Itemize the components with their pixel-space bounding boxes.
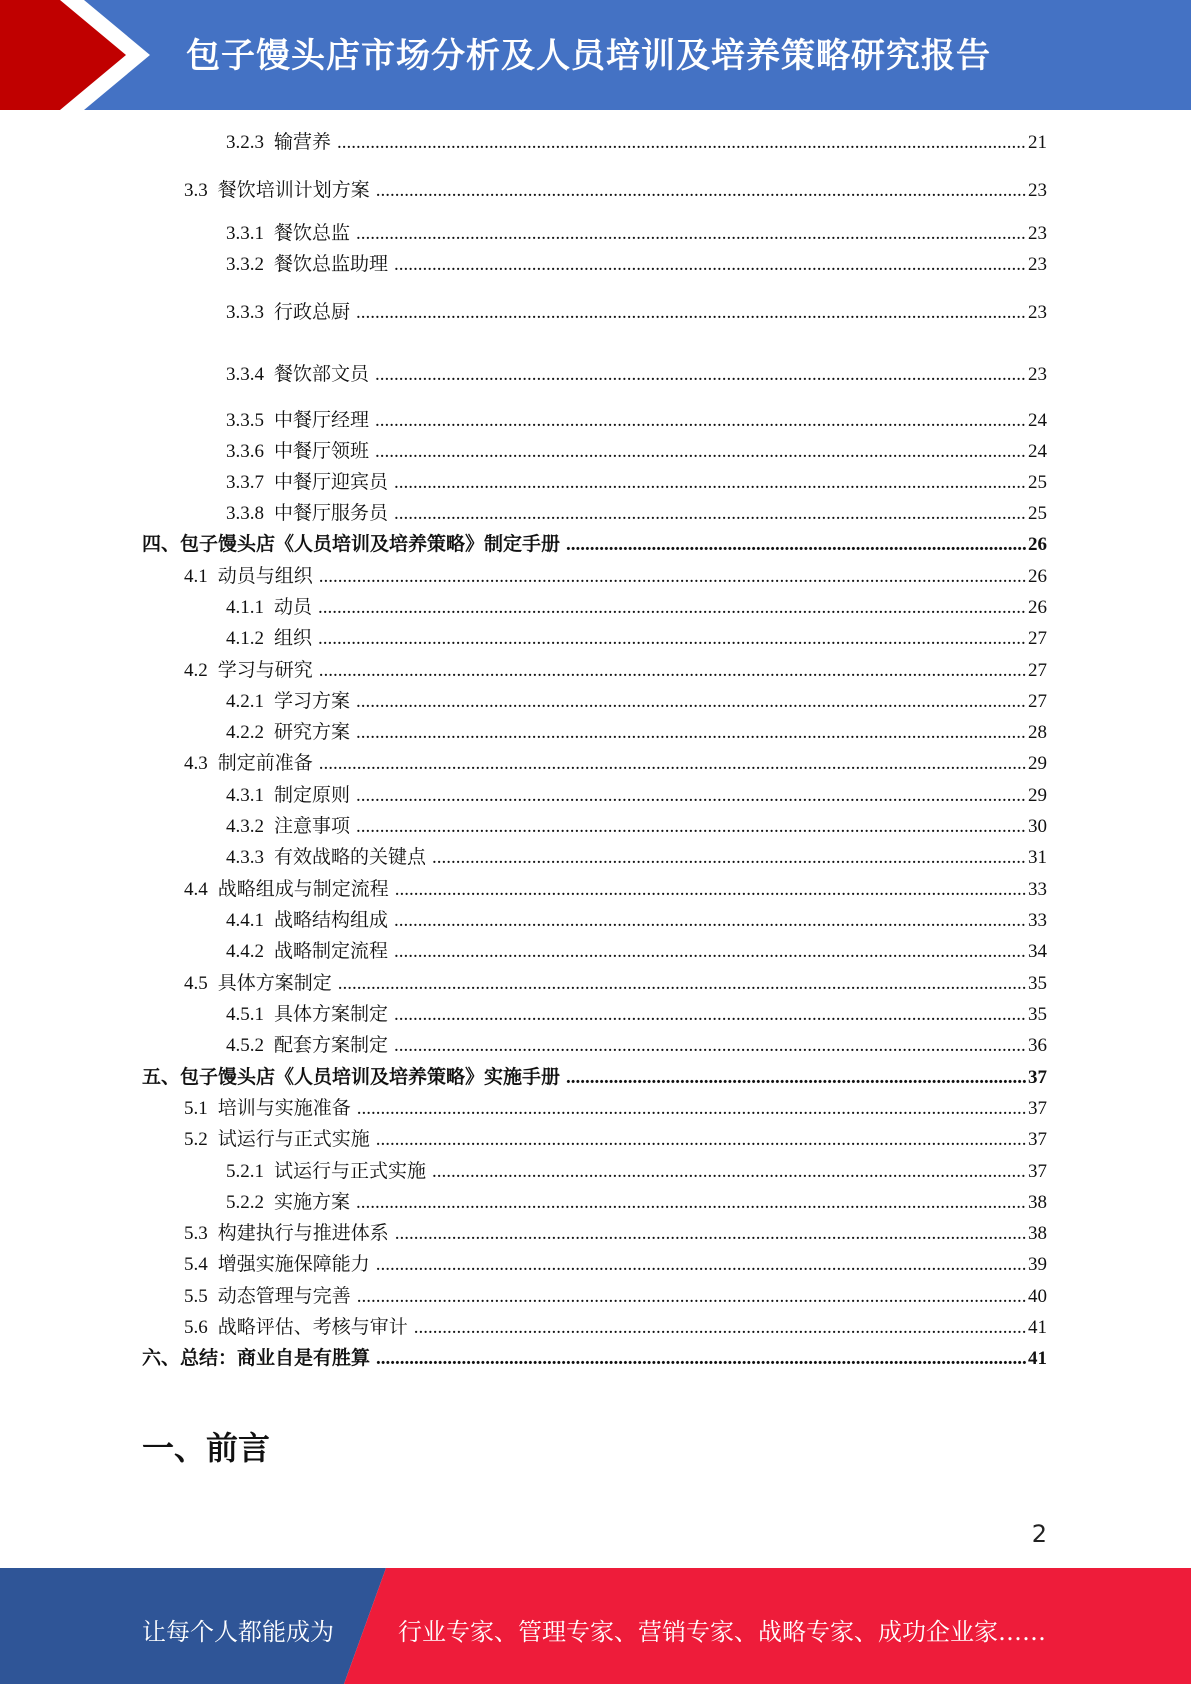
toc-entry-label: 中餐厅迎宾员 — [274, 472, 389, 493]
page-footer — [0, 1568, 1191, 1684]
toc-entry-label: 实施方案 — [274, 1192, 351, 1213]
toc-entry-label: 具体方案制定 — [217, 973, 332, 994]
toc-entry[interactable] — [184, 1097, 1047, 1121]
toc-entry-number: 4.3.3 — [226, 847, 264, 868]
toc-dot-leader — [357, 1285, 1026, 1309]
section-heading: 一、前言 — [142, 1429, 271, 1467]
toc-dot-leader — [395, 1222, 1026, 1246]
toc-entry-label: 中餐厅领班 — [274, 441, 370, 462]
toc-dot-leader — [337, 131, 1026, 155]
toc-entry-page: 38 — [1028, 1223, 1047, 1244]
toc-entry[interactable] — [226, 1003, 1047, 1027]
toc-entry-number: 4.4 — [184, 879, 208, 900]
toc-entry-number: 4.2 — [184, 660, 208, 681]
toc-entry[interactable] — [226, 909, 1047, 933]
toc-entry[interactable] — [226, 253, 1047, 277]
toc-entry-label: 试运行与正式实施 — [274, 1161, 427, 1182]
toc-entry-number: 四、 — [142, 534, 181, 555]
toc-dot-leader — [356, 815, 1026, 839]
toc-dot-leader — [356, 690, 1026, 714]
toc-entry-label: 中餐厅经理 — [274, 410, 370, 431]
toc-dot-leader — [319, 565, 1026, 589]
toc-entry[interactable] — [184, 752, 1047, 776]
toc-entry-page: 27 — [1028, 660, 1047, 681]
toc-entry-page: 27 — [1028, 628, 1047, 649]
toc-entry-page: 34 — [1028, 941, 1047, 962]
toc-entry-page: 25 — [1028, 503, 1047, 524]
toc-entry-label: 培训与实施准备 — [217, 1098, 351, 1119]
toc-dot-leader — [376, 179, 1026, 203]
toc-entry-page: 23 — [1028, 364, 1047, 385]
toc-entry-page: 35 — [1028, 1004, 1047, 1025]
toc-entry-label: 学习方案 — [274, 691, 351, 712]
toc-entry-page: 28 — [1028, 722, 1047, 743]
toc-dot-leader — [394, 253, 1026, 277]
toc-entry[interactable] — [226, 301, 1047, 325]
toc-dot-leader — [375, 363, 1026, 387]
toc-entry[interactable] — [142, 533, 1047, 557]
toc-dot-leader — [356, 301, 1026, 325]
toc-entry-label: 组织 — [274, 628, 313, 649]
toc-entry-number: 3.3.5 — [226, 410, 264, 431]
toc-dot-leader — [376, 1253, 1026, 1277]
toc-entry[interactable] — [226, 222, 1047, 246]
toc-entry-label: 餐饮部文员 — [274, 364, 370, 385]
toc-dot-leader — [375, 440, 1026, 464]
toc-dot-leader — [395, 878, 1026, 902]
toc-dot-leader — [376, 1128, 1026, 1152]
toc-entry-page: 30 — [1028, 816, 1047, 837]
toc-entry-label: 战略制定流程 — [274, 941, 389, 962]
toc-entry-label: 增强实施保障能力 — [217, 1254, 370, 1275]
toc-dot-leader — [356, 784, 1026, 808]
toc-entry-number: 4.5.1 — [226, 1004, 264, 1025]
toc-entry-label: 有效战略的关键点 — [274, 847, 427, 868]
toc-entry-page: 36 — [1028, 1035, 1047, 1056]
toc-entry-number: 5.1 — [184, 1098, 208, 1119]
toc-entry[interactable] — [226, 1034, 1047, 1058]
toc-entry[interactable] — [226, 627, 1047, 651]
toc-entry-label: 制定原则 — [274, 785, 351, 806]
toc-dot-leader — [414, 1316, 1026, 1340]
toc-entry[interactable] — [226, 596, 1047, 620]
toc-entry-page: 26 — [1028, 566, 1047, 587]
toc-entry-label: 构建执行与推进体系 — [217, 1223, 389, 1244]
toc-dot-leader — [376, 1347, 1026, 1371]
toc-entry-number: 4.2.1 — [226, 691, 264, 712]
page-number: 2 — [1031, 1520, 1047, 1548]
toc-dot-leader — [356, 222, 1026, 246]
toc-entry-page: 27 — [1028, 691, 1047, 712]
toc-entry-page: 23 — [1028, 180, 1047, 201]
footer-slogan-left: 让每个人都能成为 — [142, 1618, 334, 1646]
toc-entry-label: 注意事项 — [274, 816, 351, 837]
toc-entry-page: 33 — [1028, 879, 1047, 900]
toc-entry-page: 37 — [1028, 1161, 1047, 1182]
toc-entry-page: 26 — [1028, 534, 1047, 555]
toc-entry-page: 37 — [1028, 1098, 1047, 1119]
toc-dot-leader — [357, 1097, 1026, 1121]
toc-entry-page: 33 — [1028, 910, 1047, 931]
toc-entry-label: 具体方案制定 — [274, 1004, 389, 1025]
toc-entry-label: 学习与研究 — [217, 660, 313, 681]
toc-entry[interactable] — [184, 1253, 1047, 1277]
toc-entry-number: 3.3.2 — [226, 254, 264, 275]
toc-entry-page: 23 — [1028, 223, 1047, 244]
toc-dot-leader — [319, 659, 1026, 683]
toc-entry-number: 4.1.2 — [226, 628, 264, 649]
toc-dot-leader — [356, 1191, 1026, 1215]
toc-entry-page: 23 — [1028, 254, 1047, 275]
toc-entry-page: 38 — [1028, 1192, 1047, 1213]
toc-entry-label: 配套方案制定 — [274, 1035, 389, 1056]
toc-entry[interactable] — [226, 940, 1047, 964]
toc-entry-page: 24 — [1028, 410, 1047, 431]
toc-entry-page: 24 — [1028, 441, 1047, 462]
toc-entry-label: 输营养 — [274, 132, 332, 153]
toc-entry-label: 动员与组织 — [217, 566, 313, 587]
toc-entry-number: 4.5 — [184, 973, 208, 994]
toc-entry[interactable] — [184, 1285, 1047, 1309]
toc-entry-label: 战略评估、考核与审计 — [217, 1317, 408, 1338]
toc-dot-leader — [375, 409, 1026, 433]
toc-dot-leader — [394, 940, 1026, 964]
toc-entry-number: 4.1.1 — [226, 597, 264, 618]
toc-dot-leader — [566, 1066, 1026, 1090]
footer-slogan-right: 行业专家、管理专家、营销专家、战略专家、成功企业家…… — [398, 1618, 1046, 1646]
toc-entry[interactable] — [184, 179, 1047, 203]
toc-entry[interactable] — [226, 784, 1047, 808]
toc-entry-number: 3.3 — [184, 180, 208, 201]
toc-dot-leader — [356, 721, 1026, 745]
toc-entry-page: 37 — [1028, 1067, 1047, 1088]
toc-entry-number: 3.3.4 — [226, 364, 264, 385]
toc-entry-page: 37 — [1028, 1129, 1047, 1150]
toc-entry-label: 动态管理与完善 — [217, 1286, 351, 1307]
toc-dot-leader — [432, 846, 1026, 870]
toc-dot-leader — [394, 909, 1026, 933]
toc-entry-number: 5.2 — [184, 1129, 208, 1150]
toc-entry-page: 41 — [1028, 1348, 1047, 1369]
toc-entry[interactable] — [142, 1347, 1047, 1371]
toc-entry[interactable] — [226, 815, 1047, 839]
toc-entry-number: 4.3.2 — [226, 816, 264, 837]
toc-entry[interactable] — [226, 690, 1047, 714]
toc-dot-leader — [394, 1003, 1026, 1027]
toc-entry-number: 3.2.3 — [226, 132, 264, 153]
toc-entry[interactable] — [226, 1160, 1047, 1184]
toc-entry[interactable] — [184, 565, 1047, 589]
toc-entry-number: 3.3.1 — [226, 223, 264, 244]
toc-entry-number: 3.3.7 — [226, 472, 264, 493]
toc-entry-page: 41 — [1028, 1317, 1047, 1338]
toc-entry[interactable] — [226, 846, 1047, 870]
toc-entry-label: 战略结构组成 — [274, 910, 389, 931]
toc-entry-number: 5.5 — [184, 1286, 208, 1307]
toc-entry-page: 21 — [1028, 132, 1047, 153]
toc-entry[interactable] — [226, 409, 1047, 433]
toc-entry[interactable] — [184, 1316, 1047, 1340]
toc-dot-leader — [394, 502, 1026, 526]
toc-entry[interactable] — [226, 363, 1047, 387]
toc-entry[interactable] — [142, 1066, 1047, 1090]
toc-entry-label: 餐饮总监助理 — [274, 254, 389, 275]
toc-entry-number: 5.2.2 — [226, 1192, 264, 1213]
toc-entry[interactable] — [226, 471, 1047, 495]
toc-entry[interactable] — [184, 1128, 1047, 1152]
toc-entry-label: 动员 — [274, 597, 313, 618]
toc-entry-number: 4.3.1 — [226, 785, 264, 806]
toc-dot-leader — [432, 1160, 1026, 1184]
toc-entry[interactable] — [226, 721, 1047, 745]
toc-entry-number: 3.3.8 — [226, 503, 264, 524]
toc-entry[interactable] — [184, 972, 1047, 996]
toc-entry[interactable] — [184, 878, 1047, 902]
toc-entry[interactable] — [184, 659, 1047, 683]
toc-entry-label: 包子馒头店《人员培训及培养策略》实施手册 — [180, 1067, 561, 1088]
toc-dot-leader — [394, 1034, 1026, 1058]
toc-entry-number: 5.6 — [184, 1317, 208, 1338]
toc-dot-leader — [318, 596, 1026, 620]
toc-entry-number: 3.3.3 — [226, 302, 264, 323]
toc-entry-number: 5.2.1 — [226, 1161, 264, 1182]
toc-entry-number: 4.4.2 — [226, 941, 264, 962]
toc-entry[interactable] — [184, 1222, 1047, 1246]
toc-entry-number: 4.2.2 — [226, 722, 264, 743]
toc-entry-label: 餐饮总监 — [274, 223, 351, 244]
toc-entry-page: 40 — [1028, 1286, 1047, 1307]
toc-entry-number: 五、 — [142, 1067, 181, 1088]
toc-entry-number: 4.5.2 — [226, 1035, 264, 1056]
toc-entry-page: 35 — [1028, 973, 1047, 994]
toc-dot-leader — [394, 471, 1026, 495]
toc-entry-label: 中餐厅服务员 — [274, 503, 389, 524]
toc-entry-page: 26 — [1028, 597, 1047, 618]
toc-entry-number: 六、 — [142, 1348, 181, 1369]
toc-entry-label: 战略组成与制定流程 — [217, 879, 389, 900]
toc-entry-page: 29 — [1028, 753, 1047, 774]
toc-entry-number: 5.3 — [184, 1223, 208, 1244]
toc-entry-label: 试运行与正式实施 — [217, 1129, 370, 1150]
toc-dot-leader — [319, 752, 1026, 776]
toc-entry-label: 总结：商业自是有胜算 — [180, 1348, 371, 1369]
toc-dot-leader — [318, 627, 1026, 651]
toc-entry-page: 31 — [1028, 847, 1047, 868]
toc-entry-label: 包子馒头店《人员培训及培养策略》制定手册 — [180, 534, 561, 555]
toc-entry[interactable] — [226, 1191, 1047, 1215]
toc-entry-number: 3.3.6 — [226, 441, 264, 462]
toc-entry-number: 4.3 — [184, 753, 208, 774]
toc-entry[interactable] — [226, 131, 1047, 155]
toc-entry-page: 23 — [1028, 302, 1047, 323]
toc-dot-leader — [338, 972, 1026, 996]
toc-entry-label: 制定前准备 — [217, 753, 313, 774]
toc-entry-page: 39 — [1028, 1254, 1047, 1275]
toc-entry-number: 4.4.1 — [226, 910, 264, 931]
report-title: 包子馒头店市场分析及人员培训及培养策略研究报告 — [186, 36, 991, 76]
toc-entry-page: 29 — [1028, 785, 1047, 806]
toc-entry-label: 餐饮培训计划方案 — [217, 180, 370, 201]
toc-entry-label: 研究方案 — [274, 722, 351, 743]
toc-entry[interactable] — [226, 502, 1047, 526]
toc-entry-page: 25 — [1028, 472, 1047, 493]
toc-entry-label: 行政总厨 — [274, 302, 351, 323]
toc-entry[interactable] — [226, 440, 1047, 464]
toc-entry-number: 4.1 — [184, 566, 208, 587]
toc-entry-number: 5.4 — [184, 1254, 208, 1275]
toc-dot-leader — [566, 533, 1026, 557]
